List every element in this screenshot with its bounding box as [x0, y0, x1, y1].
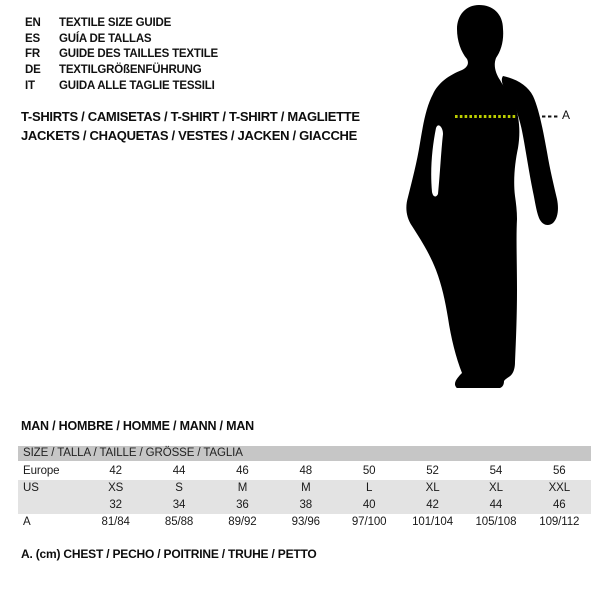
table-cell: M	[301, 482, 311, 494]
language-code: IT	[25, 79, 35, 92]
table-row-chest-a	[18, 514, 591, 531]
table-cell: 34	[172, 499, 186, 511]
category-tshirts: T-SHIRTS / CAMISETAS / T-SHIRT / T-SHIRT / MAGLIETTE	[21, 109, 360, 124]
table-cell: 101/104	[412, 516, 453, 528]
table-cell: 52	[426, 465, 439, 477]
table-cell: 105/108	[475, 516, 517, 528]
table-cell: 38	[299, 499, 313, 511]
language-text: TEXTILE SIZE GUIDE	[59, 17, 172, 29]
table-cell: 50	[362, 465, 376, 477]
size-table	[18, 446, 591, 531]
measurement-footnote: A. (cm) CHEST / PECHO / POITRINE / TRUHE / PETTO	[21, 547, 317, 561]
table-cell: 93/96	[291, 516, 320, 528]
table-cell: 89/92	[228, 516, 257, 528]
language-row-es	[25, 32, 218, 48]
language-list	[25, 16, 218, 95]
language-row-it	[25, 79, 218, 95]
table-cell: 46	[236, 465, 249, 477]
size-table-header: SIZE / TALLA / TAILLE / GRÖSSE / TAGLIA	[18, 446, 591, 461]
language-code: EN	[25, 17, 41, 29]
language-row-fr	[25, 47, 218, 63]
table-cell: 40	[362, 499, 376, 511]
table-row-alt-size	[18, 497, 591, 514]
language-row-en	[25, 16, 218, 32]
table-cell: 32	[109, 499, 122, 511]
table-cell: XXL	[548, 482, 571, 494]
table-cell: 44	[172, 465, 186, 477]
table-cell: 42	[426, 499, 439, 511]
garment-categories	[21, 108, 360, 145]
language-code: ES	[25, 32, 40, 45]
row-label: A	[23, 516, 31, 528]
table-cell: 46	[553, 499, 566, 511]
table-cell: 56	[553, 465, 566, 477]
table-cell: 44	[489, 499, 503, 511]
man-silhouette-figure	[390, 0, 600, 400]
table-cell: 81/84	[101, 516, 130, 528]
table-cell: M	[237, 482, 248, 494]
table-cell: 42	[109, 465, 122, 477]
table-cell: XL	[425, 482, 440, 494]
table-cell: XS	[108, 482, 124, 494]
section-title-man: MAN / HOMBRE / HOMME / MANN / MAN	[21, 419, 254, 433]
language-text: GUÍA DE TALLAS	[59, 32, 152, 45]
table-row-us	[18, 480, 591, 497]
row-label: US	[23, 482, 39, 494]
language-code: FR	[25, 48, 40, 61]
table-cell: 85/88	[164, 516, 194, 528]
category-jackets: JACKETS / CHAQUETAS / VESTES / JACKEN / GIACCHE	[21, 127, 357, 143]
language-text: GUIDE DES TAILLES TEXTILE	[59, 48, 218, 61]
row-label: Europe	[23, 465, 60, 477]
table-cell: 36	[236, 499, 249, 511]
table-cell: XL	[489, 482, 503, 494]
language-text: GUIDA ALLE TAGLIE TESSILI	[59, 79, 215, 92]
language-text: TEXTILGRÖßENFÜHRUNG	[59, 64, 202, 77]
table-cell: 109/112	[539, 516, 580, 528]
language-code: DE	[25, 64, 41, 77]
language-row-de	[25, 63, 218, 79]
table-cell: L	[366, 482, 373, 494]
man-silhouette-svg	[390, 0, 600, 400]
table-row-europe	[18, 463, 591, 480]
table-cell: 48	[299, 465, 313, 477]
table-cell: S	[175, 482, 183, 494]
table-cell: 54	[489, 465, 503, 477]
measurement-label-a: A	[562, 108, 571, 122]
table-cell: 97/100	[351, 516, 387, 528]
silhouette-body	[406, 5, 519, 388]
